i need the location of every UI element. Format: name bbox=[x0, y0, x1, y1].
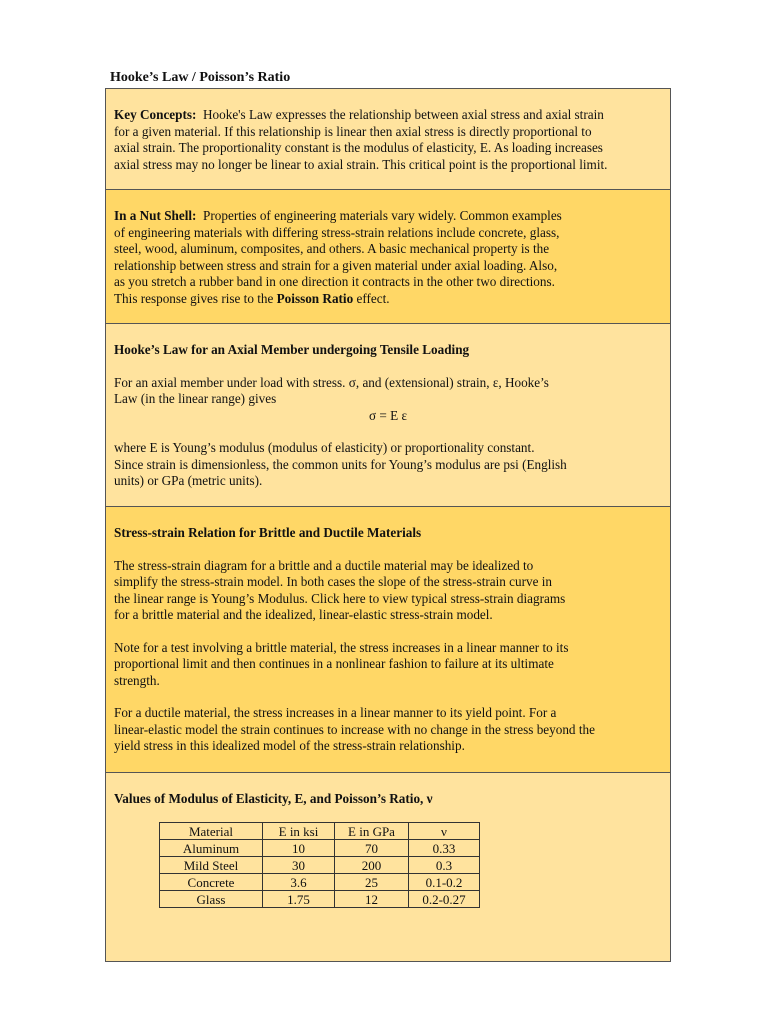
stress-strain-p1-line-4: for a brittle material and the idealized, linear-elastic stress-strain model. bbox=[114, 607, 493, 622]
nut-shell-section bbox=[106, 190, 670, 324]
table-cell: 0.33 bbox=[409, 840, 480, 857]
table-row bbox=[160, 840, 480, 857]
hookes-law-line-5: units) or GPa (metric units). bbox=[114, 473, 263, 488]
table-cell: Glass bbox=[160, 891, 263, 908]
key-concepts-line-1: Key Concepts: Hooke's Law expresses the relationship between axial stress and axial strain bbox=[114, 107, 604, 122]
values-section bbox=[106, 773, 670, 961]
key-concepts-line-2: for a given material. If this relationship is linear then axial stress is directly proportional to bbox=[114, 123, 592, 139]
hookes-law-formula: σ = E ε bbox=[368, 407, 408, 423]
stress-strain-p3-line-1: For a ductile material, the stress increases in a linear manner to its yield point. For a bbox=[114, 705, 557, 720]
modulus-table bbox=[159, 822, 480, 908]
stress-strain-p2-line-2: proportional limit and then continues in a nonlinear fashion to failure at its ultimate bbox=[114, 656, 554, 671]
values-heading: Values of Modulus of Elasticity, E, and Poisson’s Ratio, ν bbox=[114, 791, 433, 806]
stress-strain-p3-line-3: yield stress in this idealized model of the stress-strain relationship. bbox=[114, 738, 465, 753]
table-header-row bbox=[160, 823, 480, 840]
table-cell: 3.6 bbox=[263, 874, 335, 891]
table-cell: 70 bbox=[335, 840, 409, 857]
table-cell: 0.2-0.27 bbox=[409, 891, 480, 908]
hookes-law-line-1: For an axial member under load with stress. σ, and (extensional) strain, ε, Hooke’s bbox=[114, 374, 549, 390]
key-concepts-line-3: axial strain. The proportionality constant is the modulus of elasticity, E. As loading increases bbox=[114, 140, 603, 155]
table-cell: 10 bbox=[263, 840, 335, 857]
stress-strain-p1-line-3: the linear range is Young’s Modulus. Click here to view typical stress-strain diagrams bbox=[114, 590, 566, 606]
nut-shell-line-1: In a Nut Shell: Properties of engineering materials vary widely. Common examples bbox=[114, 208, 562, 223]
table-header-cell: ν bbox=[409, 823, 480, 840]
nut-shell-line-2: of engineering materials with differing stress-strain relations include concrete, glass, bbox=[114, 224, 560, 240]
nut-shell-label: In a Nut Shell: bbox=[114, 208, 197, 223]
table-cell: 1.75 bbox=[263, 891, 335, 908]
key-concepts-line-4: axial stress may no longer be linear to axial strain. This critical point is the proportional limit. bbox=[114, 156, 608, 172]
table-row bbox=[160, 857, 480, 874]
nut-shell-line-4: relationship between stress and strain for a given material under axial loading. Also, bbox=[114, 257, 558, 273]
table-row bbox=[160, 874, 480, 891]
hookes-law-section bbox=[106, 324, 670, 507]
stress-strain-section bbox=[106, 507, 670, 773]
hookes-law-line-3: where E is Young’s modulus (modulus of elasticity) or proportionality constant. bbox=[114, 440, 535, 455]
nut-shell-line-3: steel, wood, aluminum, composites, and others. A basic mechanical property is the bbox=[114, 241, 550, 256]
key-concepts-label: Key Concepts: bbox=[114, 107, 197, 122]
table-header-cell: Material bbox=[160, 823, 263, 840]
stress-strain-p1-line-2: simplify the stress-strain model. In both cases the slope of the stress-strain curve in bbox=[114, 574, 553, 589]
key-concepts-section bbox=[106, 89, 670, 190]
nut-shell-line-6: This response gives rise to the Poisson Ratio effect. bbox=[114, 290, 390, 306]
table-cell: 0.1-0.2 bbox=[409, 874, 480, 891]
table-cell: 30 bbox=[263, 857, 335, 874]
table-header-cell: E in ksi bbox=[263, 823, 335, 840]
table-header-cell: E in GPa bbox=[335, 823, 409, 840]
table-cell: 25 bbox=[335, 874, 409, 891]
hookes-law-line-4: Since strain is dimensionless, the common units for Young’s modulus are psi (English bbox=[114, 456, 567, 472]
stress-strain-p2-line-1: Note for a test involving a brittle material, the stress increases in a linear manner to its bbox=[114, 639, 569, 655]
hookes-law-line-2: Law (in the linear range) gives bbox=[114, 391, 277, 406]
stress-strain-p1-line-1: The stress-strain diagram for a brittle and a ductile material may be idealized to bbox=[114, 557, 534, 573]
stress-strain-p3-line-2: linear-elastic model the strain continues to increase with no change in the stress beyond the bbox=[114, 721, 595, 737]
hookes-law-heading: Hooke’s Law for an Axial Member undergoing Tensile Loading bbox=[114, 342, 470, 357]
poisson-ratio-term: Poisson Ratio bbox=[276, 290, 354, 306]
table-cell: 0.3 bbox=[409, 857, 480, 874]
nut-shell-line-5: as you stretch a rubber band in one direction it contracts in the other two directions. bbox=[114, 274, 555, 289]
table-cell: Concrete bbox=[160, 874, 263, 891]
table-cell: Aluminum bbox=[160, 840, 263, 857]
stress-strain-heading: Stress-strain Relation for Brittle and Ductile Materials bbox=[114, 525, 422, 540]
page-title: Hooke’s Law / Poisson’s Ratio bbox=[110, 70, 291, 85]
table-cell: Mild Steel bbox=[160, 857, 263, 874]
table-cell: 12 bbox=[335, 891, 409, 908]
table-row bbox=[160, 891, 480, 908]
table-cell: 200 bbox=[335, 857, 409, 874]
content-panel bbox=[105, 88, 671, 962]
stress-strain-p2-line-3: strength. bbox=[114, 672, 160, 688]
